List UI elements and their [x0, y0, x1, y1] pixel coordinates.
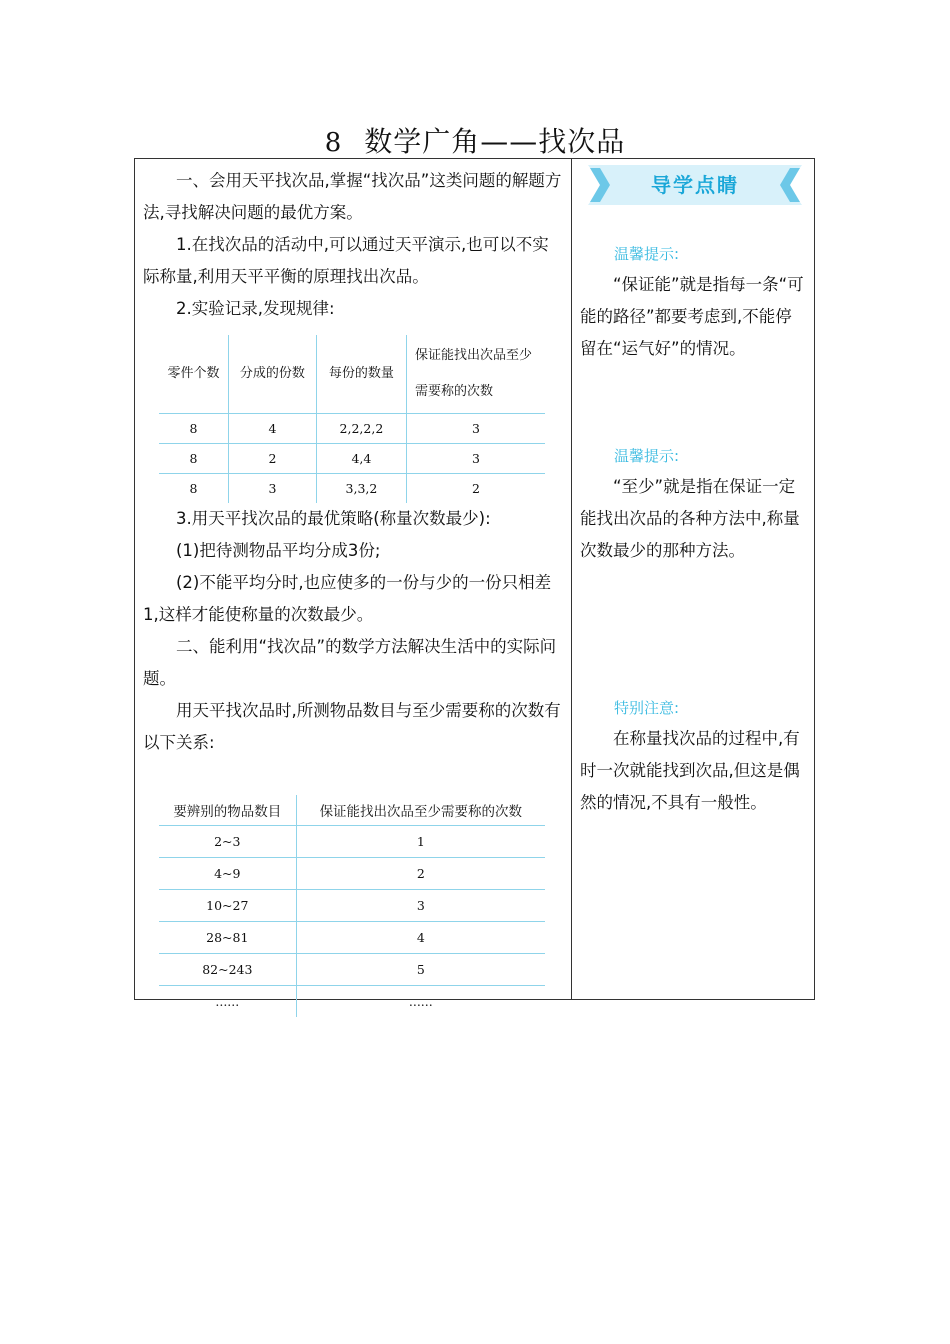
banner-title: 导学点睛 — [651, 173, 739, 197]
table-row — [159, 954, 545, 986]
table-cell: 8 — [159, 444, 229, 474]
table-row — [159, 986, 545, 1018]
table-cell: ...... — [296, 986, 545, 1018]
table-row — [159, 858, 545, 890]
table-header-row — [159, 335, 545, 414]
table-cell: 2,2,2,2 — [316, 414, 406, 444]
table-header-cell: 保证能找出次品至少需要称的次数 — [407, 335, 545, 414]
tip2-body — [580, 471, 808, 567]
table-header-cell: 每份的数量 — [316, 335, 406, 414]
section1-title: 一、会用天平找次品,掌握“找次品”这类问题的解题方法,寻找解决问题的最优方案。 — [143, 171, 562, 222]
guide-banner — [588, 165, 802, 205]
chapter-title: 数学广角——找次品 — [364, 125, 626, 158]
tip3-text: 在称量找次品的过程中,有时一次就能找到次品,但这是偶然的情况,不具有一般性。 — [580, 729, 800, 812]
tip3-body — [580, 723, 808, 819]
table-cell: 4,4 — [316, 444, 406, 474]
table-header-cell: 保证能找出次品至少需要称的次数 — [296, 795, 545, 826]
table-header-cell: 要辨别的物品数目 — [159, 795, 296, 826]
item3-text: 3.用天平找次品的最优策略(称量次数最少): — [176, 509, 491, 528]
relation-table — [159, 795, 545, 1017]
chapter-number: 8 — [324, 128, 343, 158]
tip3-title: 特别注意: — [614, 699, 680, 717]
table-cell: 2 — [407, 474, 545, 504]
item3a-text: (1)把待测物品平均分成3份; — [176, 541, 381, 560]
section2-title: 二、能利用“找次品”的数学方法解决生活中的实际问题。 — [143, 637, 557, 688]
item2-text: 2.实验记录,发现规律: — [176, 299, 335, 318]
table-row — [159, 890, 545, 922]
table-row — [159, 444, 545, 474]
item1-text: 1.在找次品的活动中,可以通过天平演示,也可以不实际称量,利用天平平衡的原理找出次品。 — [143, 235, 549, 286]
table-cell: 4 — [296, 922, 545, 954]
table-cell: 1 — [296, 826, 545, 858]
table-cell: 10~27 — [159, 890, 296, 922]
table-cell: ...... — [215, 994, 240, 1009]
table-cell: 8 — [189, 481, 198, 496]
table-row — [159, 922, 545, 954]
table-cell: 8 — [159, 414, 229, 444]
table-row — [159, 826, 545, 858]
main-column — [143, 165, 563, 1017]
table-cell: 28~81 — [159, 922, 296, 954]
item3b-text: (2)不能平均分时,也应使多的一份与少的一份只相差1,这样才能使称量的次数最少。 — [143, 573, 552, 624]
table-cell: 82~243 — [159, 954, 296, 986]
table-cell: 5 — [296, 954, 545, 986]
content-frame — [134, 158, 815, 1009]
tip2-title: 温馨提示: — [614, 447, 680, 465]
table-row — [159, 414, 545, 444]
page-title — [0, 120, 950, 160]
table-cell: 4 — [229, 414, 317, 444]
relation-text: 用天平找次品时,所测物品数目与至少需要称的次数有以下关系: — [143, 701, 561, 752]
table-header-cell: 零件个数 — [159, 335, 229, 414]
table-cell: 2 — [296, 858, 545, 890]
tip2-text: “至少”就是指在保证一定能找出次品的各种方法中,称量次数最少的那种方法。 — [580, 477, 800, 560]
column-divider — [571, 159, 572, 999]
table-header-row — [159, 795, 545, 826]
table-row — [159, 474, 545, 504]
table-cell: 3 — [407, 414, 545, 444]
table-cell: 3 — [296, 890, 545, 922]
table-cell: 3 — [407, 444, 545, 474]
tip1-text: “保证能”就是指每一条“可能的路径”都要考虑到,不能停留在“运气好”的情况。 — [580, 275, 804, 358]
table-cell: 3 — [229, 474, 317, 504]
table-cell: 3,3,2 — [316, 474, 406, 504]
tip1-title: 温馨提示: — [614, 245, 680, 263]
table-cell: 2 — [229, 444, 317, 474]
table-header-cell: 分成的份数 — [229, 335, 317, 414]
experiment-table — [159, 335, 545, 503]
table-cell: 4~9 — [159, 858, 296, 890]
tip1-body — [580, 269, 808, 365]
table-cell: 2~3 — [159, 826, 296, 858]
